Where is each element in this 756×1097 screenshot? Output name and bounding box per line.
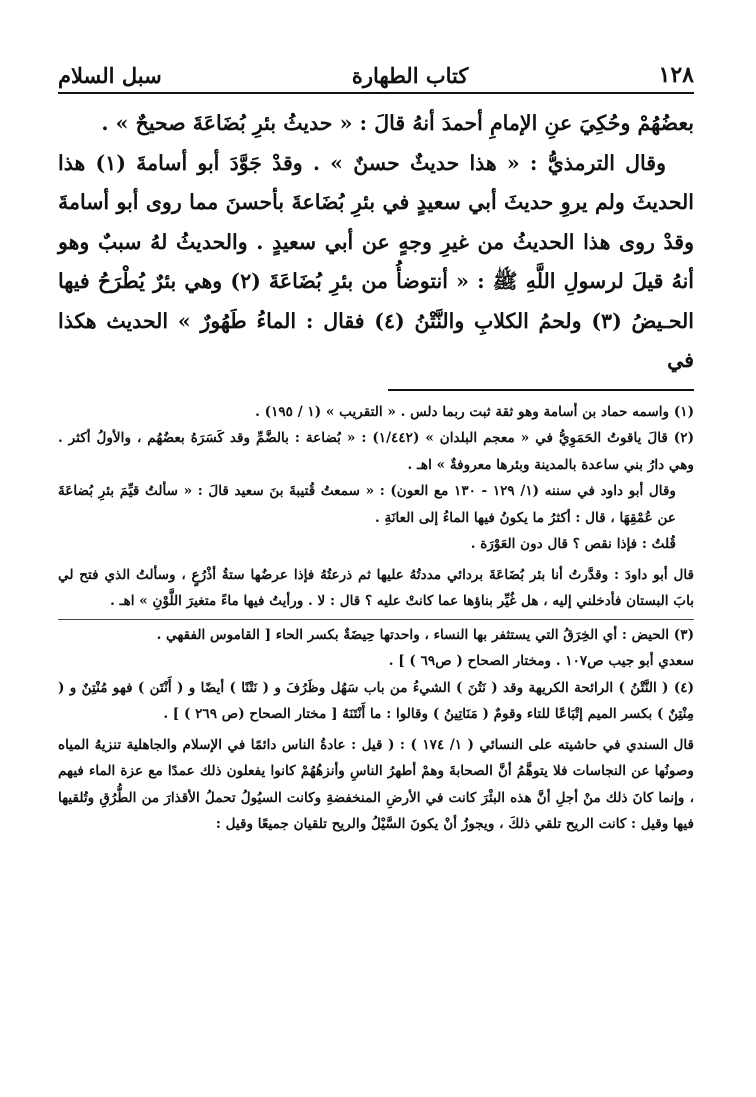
running-header [58,50,694,94]
body-paragraph: وقال الترمذيُّ : « هذا حديثٌ حسنٌ » . وقدْ جَوَّدَ أبو أسامةَ (١) هذا الحديثَ ولم يروِ حديثَ أبي سعيدٍ في بئرِ بُضَاعةَ بأحسنَ مما روى أبو أسامةَ وقدْ روى هذا الحديثُ من غيرِ وجهٍ عن أبي سعيدٍ . والحديثُ لهُ سببٌ وهو أنهُ قيلَ لرسولِ اللَّهِ ﷺ : « أنتوضأُ من بئرِ بُضَاعَةَ (٢) وهي بئرٌ يُطْرَحُ فيها الحـيضُ (٣) ولحمُ الكلابِ والنَّتْنُ (٤) فقال : الماءُ طَهُورٌ » الحديث هكذا في [58,150,694,372]
footnote-2: (٢) قالَ ياقوتُ الحَمَوِيُّ في « معجم البلدان » (١/٤٤٢) : « بُضاعة : بالضَّمِّ وقد كَسَرَهُ بعضُهُم ، والأولُ أكثر . وهي دارُ بني ساعدة بالمدينة وبئرها معروفةٌ » اهـ . [58,430,694,473]
footnote-4: (٤) ( النَّتْنُ ) الرائحة الكريهة وقد ( نَتُنَ ) الشيءُ من باب سَهُل وظَرُفَ و ( نَتْنًا ) أيضًا و ( أَنْتَن ) فهو مُنْتِنٌ و ( مِنْتِنٌ ) بكسر الميم إتْبَاعًا للتاء وقومٌ ( مَنَاتِينُ ) وقالوا : ما أَنْتَنَهُ [ مختار الصحاح (ص ٢٦٩ ) ] . [58,679,694,722]
main-text [58,104,694,381]
footnote-2-abu-dawud: قال أبو داودَ : وقدَّرتُ أنا بئر بُضَاعَةَ بردائي مددتُهُ عليها ثم ذرعتُهُ فإذا عرضُها ستةُ أذْرُعٍ ، وسألتُ الذي فتح لي بابَ البستان فأدخلني إليه ، هل غُيِّر بناؤها عما كانتْ عليه ؟ قال : لا . ورأيتُ فيها ماءً متغيرَ اللَّوْنِ » اهـ . [58,566,694,609]
footnote-3: (٣) الحيض : أي الخِرَقُ التي يستثفر بها النساء ، واحدتها حِيضَةٌ بكسر الحاء [ القاموس الفقهي . [58,619,694,649]
book-title: سبل السلام [58,63,162,88]
page-number: ١٢٨ [658,62,694,88]
footnote-1: (١) واسمه حماد بن أسامة وهو ثقة ثبت ربما دلس . « التقريب » (١ / ١٩٥) . [255,403,694,420]
footnote-3-source: سعدي أبو جيب ص١٠٧ . ومختار الصحاح ( ص٦٩ ) ] . [388,653,694,669]
footnotes [58,399,694,838]
footnote-separator [388,389,694,391]
footnote-2-question: قُلتُ : فإذا نقص ؟ قال دون العَوْرَة . [470,536,676,552]
footnote-4-sindi: قال السندي في حاشيته على النسائي ( ١/ ١٧٤ ) : ( قيل : عادةُ الناس دائمًا في الإسلام والجاهلية تنزيهُ المياه وصونُها عن النجاسات فلا يتوهَّمُ أنَّ الصحابةَ وهمْ أطهرُ الناسِ وأنزهُهُمْ كانوا يفعلون ذلك عمدًا مع عزة الماء فيهم ، وإنما كانَ ذلك منْ أجلِ أنَّ هذه البئْرَ كانت في الأرضِ المنخفضةِ وكانت السيُولُ تحملُ الأقذارَ من الطُّرُقِ وتُلقيها فيها وقيل : كانت الريح تلقي ذلكَ ، ويجوزُ أنْ يكونَ السَّيْلُ والريح تلقيان جميعًا وقيل : [58,736,695,832]
body-paragraph: بعضُهُمْ وحُكِيَ عنِ الإمامِ أحمدَ أنهُ قالَ : « حديثُ بئرِ بُضَاعَةَ صحيحٌ » . [101,111,694,135]
footnote-2-quote: وقال أبو داود في سننه (١/ ١٢٩ - ١٣٠ مع العون) : « سمعتُ قُتيبةَ بنَ سعيد قالَ : « سألتُ قيِّمَ بئرِ بُضاعَةَ عن عُمْقِهَا ، قال : أكثرُ ما يكونُ فيها الماءُ إلى العانَةِ . [58,483,677,526]
chapter-title: كتاب الطهارة [351,63,469,88]
